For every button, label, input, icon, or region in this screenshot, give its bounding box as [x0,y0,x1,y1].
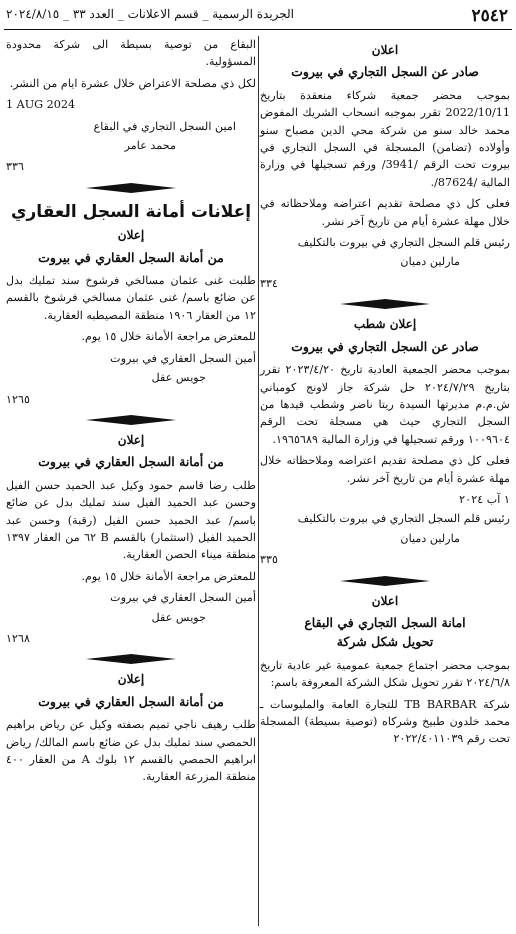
signer-name: جويس عقل [151,371,206,385]
notice-date: ١ آب ٢٠٢٤ [459,492,510,506]
signer-name: محمد عامر [124,139,176,153]
signer-title: امين السجل التجاري في البقاع [93,119,236,133]
notice-heading: إعلان شطب [353,317,417,332]
notice-subheading: من أمانة السجل العقاري في بيروت [38,249,224,265]
column-divider [258,36,259,926]
notice-objection: للمعترض مراجعة الأمانة خلال ١٥ يوم. [81,330,256,344]
notice-objection: فعلى كل ذي مصلحة تقديم اعتراضه وملاحظاته في خلال مهلة عشرة أيام من تاريخ آخر نشر. [260,197,510,228]
signer-name: جويس عقل [151,610,206,624]
header-rule [4,29,512,30]
notice-reference: ٣٣٥ [260,553,279,567]
notice-subheading: صادر عن السجل التجاري في بيروت [291,64,479,80]
page-header [0,0,516,30]
signer-title: أمين السجل العقاري في بيروت [110,591,256,605]
notice-reference: ١٢٦٥ [6,392,31,406]
signer-title: رئيس قلم السجل التجاري في بيروت بالتكليف [297,236,510,250]
notice-body: بموجب محضر اجتماع جمعية عمومية غير عادية تاريخ ٢٠٢٤/٦/٨ تقرر تحويل شكل الشركة المعروفة باسم: [260,658,510,690]
notice-body-continued: البقاع من توصية بسيطة الى شركة محدودة المسؤولية. [6,38,256,69]
notice-subheading: من أمانة السجل العقاري في بيروت [38,693,224,709]
signer-name: مارلين دميان [400,531,460,545]
notice-subheading: صادر عن السجل التجاري في بيروت [291,338,479,354]
notice-body: طلب رهيف ناجي تميم بصفته وكيل عن رياض براهيم الحمصي سند تمليك بدل عن ضائع باسم المالك/ رياض ابراهيم الحمصي بالقسم ١٢ بلوك A من العقار ٤٠٠ منطقة المزرعة العقارية. [6,718,256,784]
left-column [6,36,256,790]
notice-body: بموجب محضر الجمعية العادية تاريخ ٢٠٢٣/٤/٢٠ تقرر بتاريخ ٢٠٢٤/٧/٢٩ حل شركة جاز لاونج كومباني ش.م.م مديرتها السيدة ريتا ناضر وشطب قيدها من السجل التجاري حيث هي مسجلة تحت الرقم ١٠٠٩٦٠٤ ورقم تسجيلها في وزارة المالية ١٩٦٥٦٨٩. [260,363,510,446]
ornament-divider [6,182,256,194]
notice-subheading: من أمانة السجل العقاري في بيروت [38,454,224,470]
ornament-divider [260,298,510,310]
ornament-divider [6,653,256,665]
notice-body: بموجب محضر جمعية شركاء منعقدة بتاريخ 2022/10/11 تقرر بموجبه انسحاب الشريك المفوض محمد خالد سنو من شركة محي الدين مصباح سنو وأولاده (تضامن) المسجلة في السجل التجاري في بيروت تحت الرقم /3941/ ورقم تسجيلها في وزارة المالية /87624/. [260,88,510,189]
ornament-divider [6,414,256,426]
notice-heading: إعلان [117,672,145,687]
notice-objection: للمعترض مراجعة الأمانة خلال ١٥ يوم. [81,569,256,583]
notice-body: طلبت غنى عثمان مسالخي فرشوخ سند تمليك بدل عن ضائع باسم/ غنى عثمان مسالخي فرشوخ بالقسم ١٢ من العقار ١٩٠٦ منطقة المصيطبه العقارية. [6,274,256,322]
notice-objection: لكل ذي مصلحة الاعتراض خلال عشرة ايام من النشر. [9,76,256,90]
notice-heading: إعلان [117,432,145,447]
signer-name: مارلين دميان [400,255,460,269]
notice-reference: ٣٣٤ [260,276,279,290]
notice-heading: إعلان [117,228,145,243]
notice-subheading: امانة السجل التجاري في البقاع [304,614,466,630]
notice-body-continued: شركة TB BARBAR للتجارة العامة والمليوسات ـ محمد خلدون طبيخ وشركاه (توصية بسيطة) المسجلة تحت رقم ٢٠٢٢/٤٠١١٠٣٩ [260,697,510,746]
notice-date: 1 AUG 2024 [6,98,76,112]
page-number: ٢٥٤٢ [471,6,508,26]
notice-heading: اعلان [371,43,399,57]
signer-title: رئيس قلم السجل التجاري في بيروت بالتكليف [297,512,510,526]
notice-heading: اعلان [371,593,399,608]
gazette-header-title: الجريدة الرسمية _ قسم الاعلانات _ العدد ٣٣ _ ٢٠٢٤/٨/١٥ [6,7,295,21]
notice-reference: ٣٣٦ [6,160,25,174]
signer-title: أمين السجل العقاري في بيروت [110,351,256,365]
notice-objection: فعلى كل ذي مصلحة تقديم اعتراضه وملاحظاته خلال مهلة عشرة أيام من تاريخ آخر نشر. [260,454,510,485]
right-column [260,36,510,752]
notice-reference: ١٢٦٨ [6,631,31,645]
notice-body: طلب رضا قاسم حمود وكيل عبد الحميد حسن الفيل وحسن عبد الحميد الفيل سند تمليك بدل عن ضائع باسم/ عبد الحميد حسن الفيل (رقبة) وحسن عبد الحميد الفيل (استثمار) بالقسم B ٦٢ من العقار ١٣٩٧ منطقة ميناء الحصن العقارية. [6,478,257,562]
section-title: إعلانات أمانة السجل العقاري [10,201,252,222]
notice-subheading-2: تحويل شكل شركة [336,634,434,650]
ornament-divider [260,575,510,587]
